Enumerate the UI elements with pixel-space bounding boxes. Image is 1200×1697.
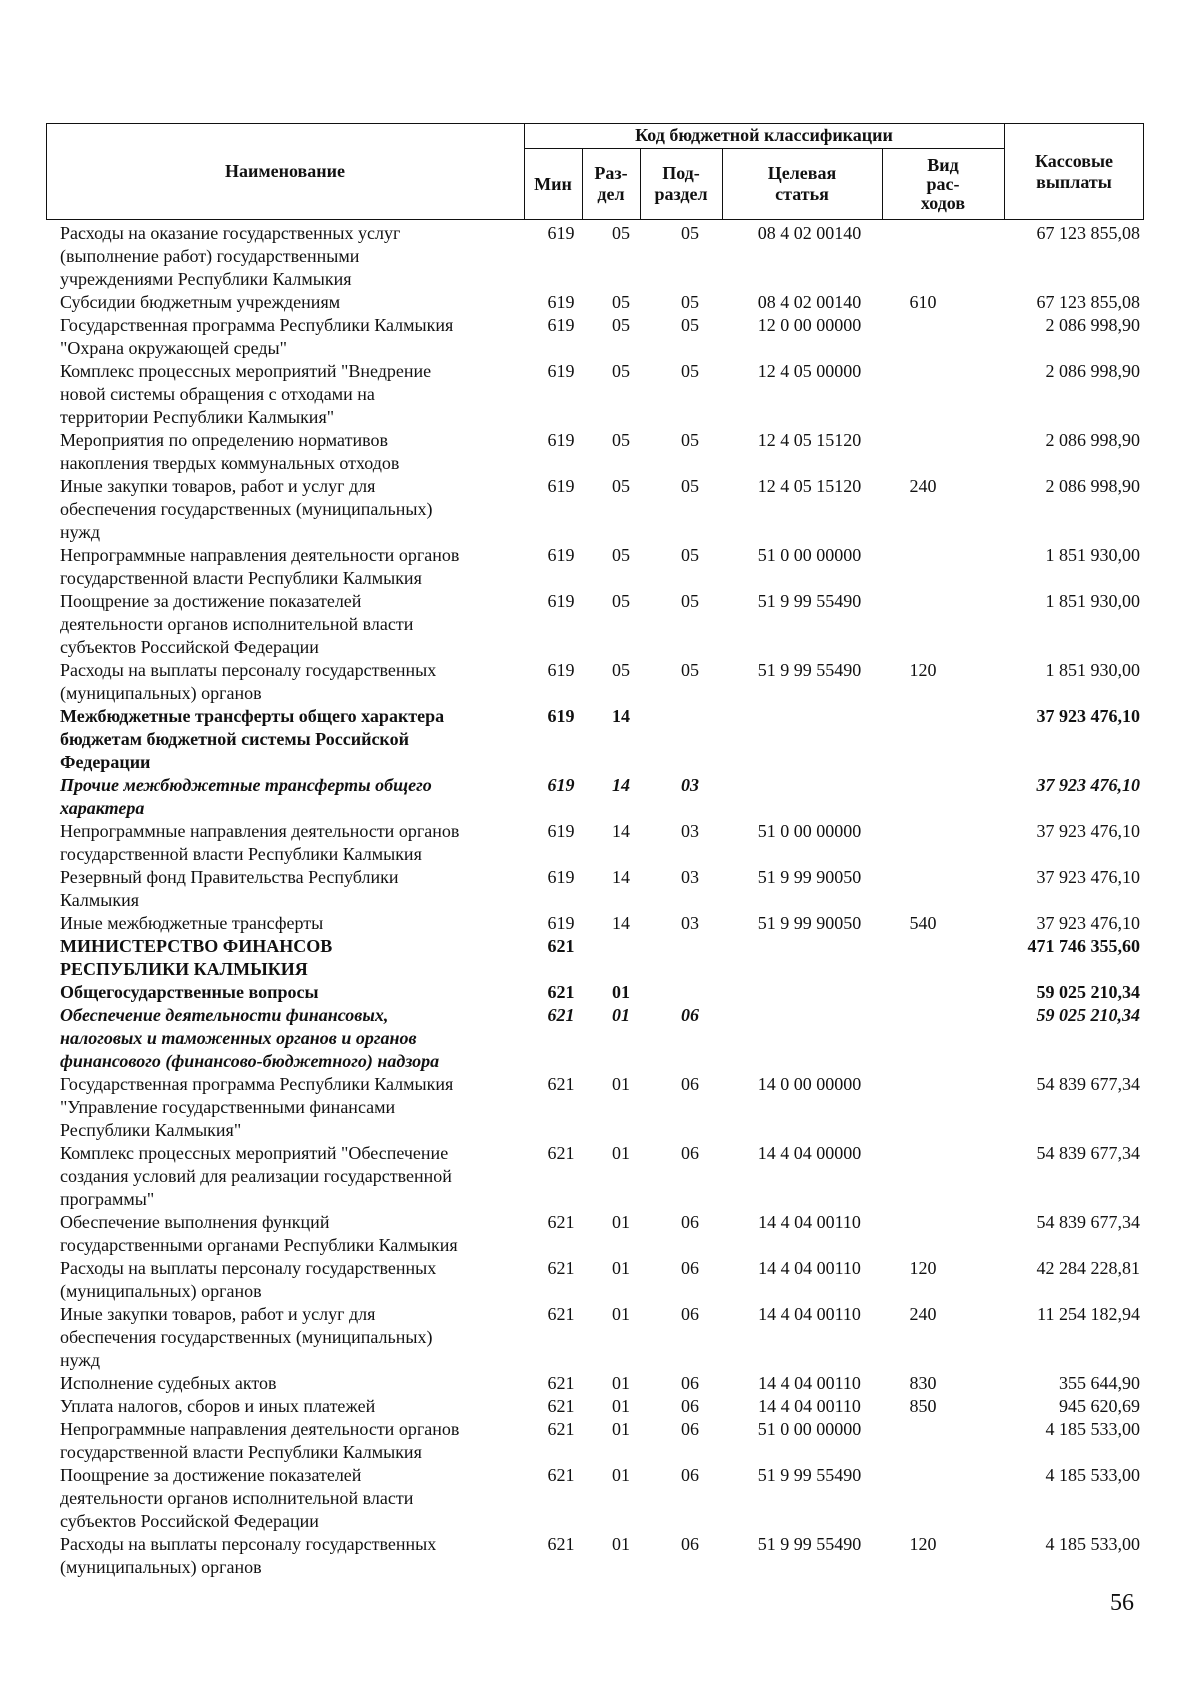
row-min: 619	[547, 867, 575, 887]
row-name: Расходы на выплаты персоналу государственных (муниципальных) органов	[60, 1258, 437, 1301]
row-name: Иные закупки товаров, работ и услуг для обеспечения государственных (муниципальных) нужд	[60, 1304, 433, 1370]
table-row	[0, 590, 1200, 659]
row-amount: 2 086 998,90	[1045, 315, 1140, 335]
row-razdel: 14	[612, 913, 630, 933]
row-podrazdel: 06	[681, 1465, 699, 1485]
row-amount: 1 851 930,00	[1045, 591, 1140, 611]
row-name: Непрограммные направления деятельности органов государственной власти Республики Калмыкия	[60, 821, 460, 864]
row-name: Иные межбюджетные трансферты	[60, 913, 324, 933]
header-min: Мин	[534, 173, 572, 194]
header-vid: Вид рас- ходов	[920, 154, 966, 213]
row-name: Непрограммные направления деятельности органов государственной власти Республики Калмыкия	[60, 545, 460, 588]
row-statya: 51 9 99 55490	[757, 591, 862, 611]
row-min: 621	[547, 1465, 575, 1485]
row-razdel: 01	[612, 1465, 630, 1485]
row-amount: 54 839 677,34	[1036, 1143, 1140, 1163]
row-amount: 2 086 998,90	[1045, 430, 1140, 450]
row-podrazdel: 05	[681, 292, 699, 312]
table-row	[0, 429, 1200, 475]
row-name: Непрограммные направления деятельности органов государственной власти Республики Калмыкия	[60, 1419, 460, 1462]
row-statya: 08 4 02 00140	[757, 223, 862, 243]
row-name: Исполнение судебных актов	[60, 1373, 277, 1393]
row-min: 621	[547, 1396, 575, 1416]
row-podrazdel: 03	[681, 775, 699, 795]
row-amount: 37 923 476,10	[1036, 706, 1140, 726]
row-amount: 67 123 855,08	[1036, 223, 1140, 243]
row-amount: 11 254 182,94	[1037, 1304, 1140, 1324]
row-min: 621	[547, 1212, 575, 1232]
row-vid: 240	[909, 1304, 937, 1324]
row-name: Прочие межбюджетные трансферты общего характера	[60, 775, 432, 818]
row-min: 621	[547, 1005, 575, 1025]
table-row	[0, 1303, 1200, 1372]
row-min: 619	[547, 821, 575, 841]
row-vid: 120	[909, 1258, 937, 1278]
row-min: 621	[547, 1373, 575, 1393]
table-row	[0, 222, 1200, 291]
row-razdel: 05	[612, 223, 630, 243]
row-name: Субсидии бюджетным учреждениям	[60, 292, 341, 312]
table-row	[0, 544, 1200, 590]
row-statya: 51 9 99 90050	[757, 913, 862, 933]
row-vid: 830	[909, 1373, 937, 1393]
row-razdel: 05	[612, 660, 630, 680]
row-min: 619	[547, 545, 575, 565]
row-statya: 51 0 00 00000	[757, 545, 862, 565]
row-razdel: 14	[612, 867, 630, 887]
row-statya: 14 4 04 00000	[757, 1143, 862, 1163]
row-amount: 2 086 998,90	[1045, 476, 1140, 496]
row-razdel: 01	[612, 1396, 630, 1416]
row-razdel: 01	[612, 1212, 630, 1232]
row-name: Расходы на выплаты персоналу государственных (муниципальных) органов	[60, 660, 437, 703]
page-number: 56	[1110, 1590, 1134, 1616]
row-podrazdel: 05	[681, 361, 699, 381]
row-podrazdel: 03	[681, 821, 699, 841]
row-name: Резервный фонд Правительства Республики Калмыкия	[60, 867, 399, 910]
row-razdel: 01	[612, 1534, 630, 1554]
row-amount: 1 851 930,00	[1045, 545, 1140, 565]
row-podrazdel: 05	[681, 660, 699, 680]
row-statya: 51 9 99 55490	[757, 660, 862, 680]
table-row	[0, 1073, 1200, 1142]
row-amount: 1 851 930,00	[1045, 660, 1140, 680]
row-name: Обеспечение выполнения функций государственными органами Республики Калмыкия	[60, 1212, 458, 1255]
row-razdel: 05	[612, 430, 630, 450]
row-razdel: 14	[612, 706, 630, 726]
row-min: 621	[547, 982, 575, 1002]
row-amount: 54 839 677,34	[1036, 1074, 1140, 1094]
row-vid: 240	[909, 476, 937, 496]
row-min: 619	[547, 361, 575, 381]
row-name: Общегосударственные вопросы	[60, 982, 319, 1002]
row-statya: 14 4 04 00110	[758, 1258, 861, 1278]
row-name: Обеспечение деятельности финансовых, налоговых и таможенных органов и органов финансового (финансово-бюджетного) надзора	[60, 1005, 440, 1071]
table-row	[0, 1533, 1200, 1579]
row-min: 621	[547, 936, 575, 956]
row-name: Межбюджетные трансферты общего характера бюджетам бюджетной системы Российской Федерации	[60, 706, 445, 772]
row-podrazdel: 06	[681, 1258, 699, 1278]
row-amount: 945 620,69	[1059, 1396, 1140, 1416]
row-min: 619	[547, 476, 575, 496]
row-amount: 4 185 533,00	[1045, 1419, 1140, 1439]
row-podrazdel: 05	[681, 315, 699, 335]
table-row	[0, 912, 1200, 935]
row-razdel: 01	[612, 1074, 630, 1094]
row-razdel: 14	[612, 775, 630, 795]
row-min: 621	[547, 1304, 575, 1324]
table-row	[0, 1395, 1200, 1418]
row-podrazdel: 06	[681, 1074, 699, 1094]
row-podrazdel: 06	[681, 1396, 699, 1416]
table-row	[0, 475, 1200, 544]
table-row	[0, 1211, 1200, 1257]
row-min: 621	[547, 1074, 575, 1094]
row-vid: 610	[909, 292, 937, 312]
row-statya: 14 4 04 00110	[758, 1373, 861, 1393]
row-podrazdel: 06	[681, 1005, 699, 1025]
row-razdel: 01	[612, 982, 630, 1002]
table-row	[0, 705, 1200, 774]
row-min: 619	[547, 292, 575, 312]
table-row	[0, 866, 1200, 912]
row-amount: 2 086 998,90	[1045, 361, 1140, 381]
table-row	[0, 1418, 1200, 1464]
row-razdel: 01	[612, 1304, 630, 1324]
row-razdel: 14	[612, 821, 630, 841]
row-statya: 51 0 00 00000	[757, 1419, 862, 1439]
row-amount: 67 123 855,08	[1036, 292, 1140, 312]
row-name: Поощрение за достижение показателей деятельности органов исполнительной власти субъектов Российской Федерации	[60, 1465, 414, 1531]
row-razdel: 01	[612, 1258, 630, 1278]
table-row	[0, 360, 1200, 429]
row-razdel: 01	[612, 1419, 630, 1439]
row-statya: 12 4 05 15120	[757, 476, 862, 496]
row-min: 619	[547, 430, 575, 450]
header-podrazdel: Под- раздел	[654, 163, 708, 204]
table-row	[0, 774, 1200, 820]
row-statya: 12 4 05 15120	[757, 430, 862, 450]
table-row	[0, 1004, 1200, 1073]
row-podrazdel: 05	[681, 591, 699, 611]
row-podrazdel: 06	[681, 1419, 699, 1439]
row-razdel: 05	[612, 545, 630, 565]
row-min: 621	[547, 1419, 575, 1439]
table-row	[0, 935, 1200, 981]
header-razdel: Раз- дел	[594, 163, 628, 204]
row-min: 619	[547, 706, 575, 726]
row-min: 619	[547, 913, 575, 933]
row-razdel: 05	[612, 591, 630, 611]
row-amount: 4 185 533,00	[1045, 1465, 1140, 1485]
header-name: Наименование	[225, 161, 345, 181]
table-row	[0, 981, 1200, 1004]
row-podrazdel: 05	[681, 430, 699, 450]
row-vid: 850	[909, 1396, 937, 1416]
row-amount: 37 923 476,10	[1036, 913, 1140, 933]
row-vid: 120	[909, 660, 937, 680]
table-row	[0, 291, 1200, 314]
row-statya: 14 4 04 00110	[758, 1304, 861, 1324]
row-name: Поощрение за достижение показателей деятельности органов исполнительной власти субъектов Российской Федерации	[60, 591, 414, 657]
row-podrazdel: 06	[681, 1534, 699, 1554]
row-statya: 12 4 05 00000	[757, 361, 862, 381]
row-name: Государственная программа Республики Калмыкия "Управление государственными финансами Республики Калмыкия"	[60, 1074, 454, 1140]
row-name: Мероприятия по определению нормативов накопления твердых коммунальных отходов	[60, 430, 400, 473]
row-amount: 59 025 210,34	[1036, 1005, 1140, 1025]
row-podrazdel: 06	[681, 1212, 699, 1232]
row-podrazdel: 06	[681, 1373, 699, 1393]
row-name: Расходы на оказание государственных услуг (выполнение работ) государственными учреждениями Республики Калмыкия	[60, 223, 401, 289]
row-statya: 51 0 00 00000	[757, 821, 862, 841]
table-row	[0, 1257, 1200, 1303]
row-name: Расходы на выплаты персоналу государственных (муниципальных) органов	[60, 1534, 437, 1577]
row-amount: 59 025 210,34	[1036, 982, 1140, 1002]
row-amount: 37 923 476,10	[1036, 775, 1140, 795]
row-vid: 540	[909, 913, 937, 933]
header-payments: Кассовые выплаты	[1034, 150, 1114, 192]
row-podrazdel: 05	[681, 223, 699, 243]
row-amount: 355 644,90	[1059, 1373, 1140, 1393]
row-razdel: 01	[612, 1143, 630, 1163]
row-podrazdel: 03	[681, 913, 699, 933]
row-amount: 54 839 677,34	[1036, 1212, 1140, 1232]
row-razdel: 01	[612, 1373, 630, 1393]
row-name: Комплекс процессных мероприятий "Внедрение новой системы обращения с отходами на территории Республики Калмыкия"	[60, 361, 432, 427]
row-min: 619	[547, 223, 575, 243]
row-min: 619	[547, 660, 575, 680]
table-row	[0, 1372, 1200, 1395]
row-min: 619	[547, 591, 575, 611]
row-min: 621	[547, 1258, 575, 1278]
row-razdel: 05	[612, 292, 630, 312]
row-name: Комплекс процессных мероприятий "Обеспечение создания условий для реализации государственной программы"	[60, 1143, 452, 1209]
row-amount: 37 923 476,10	[1036, 821, 1140, 841]
row-name: Государственная программа Республики Калмыкия "Охрана окружающей среды"	[60, 315, 454, 358]
row-vid: 120	[909, 1534, 937, 1554]
row-razdel: 05	[612, 361, 630, 381]
row-amount: 42 284 228,81	[1036, 1258, 1140, 1278]
table-row	[0, 820, 1200, 866]
row-podrazdel: 06	[681, 1304, 699, 1324]
row-min: 619	[547, 775, 575, 795]
row-razdel: 01	[612, 1005, 630, 1025]
row-name: Иные закупки товаров, работ и услуг для обеспечения государственных (муниципальных) нужд	[60, 476, 433, 542]
row-razdel: 05	[612, 476, 630, 496]
row-name: МИНИСТЕРСТВО ФИНАНСОВ РЕСПУБЛИКИ КАЛМЫКИЯ	[60, 936, 333, 979]
row-min: 621	[547, 1534, 575, 1554]
table-row	[0, 314, 1200, 360]
row-min: 621	[547, 1143, 575, 1163]
row-statya: 51 9 99 90050	[757, 867, 862, 887]
table-row	[0, 1464, 1200, 1533]
row-statya: 14 0 00 00000	[757, 1074, 862, 1094]
header-code-group: Код бюджетной классификации	[635, 125, 893, 145]
table-row	[0, 1142, 1200, 1211]
row-amount: 4 185 533,00	[1045, 1534, 1140, 1554]
row-razdel: 05	[612, 315, 630, 335]
row-statya: 14 4 04 00110	[758, 1396, 861, 1416]
row-statya: 14 4 04 00110	[758, 1212, 861, 1232]
row-name: Уплата налогов, сборов и иных платежей	[60, 1396, 376, 1416]
row-statya: 08 4 02 00140	[757, 292, 862, 312]
row-statya: 12 0 00 00000	[757, 315, 862, 335]
row-podrazdel: 05	[681, 476, 699, 496]
row-statya: 51 9 99 55490	[757, 1465, 862, 1485]
row-amount: 37 923 476,10	[1036, 867, 1140, 887]
row-podrazdel: 03	[681, 867, 699, 887]
row-statya: 51 9 99 55490	[757, 1534, 862, 1554]
row-podrazdel: 05	[681, 545, 699, 565]
table-row	[0, 659, 1200, 705]
header-statya: Целевая статья	[767, 163, 837, 204]
row-amount: 471 746 355,60	[1027, 936, 1140, 956]
row-min: 619	[547, 315, 575, 335]
row-podrazdel: 06	[681, 1143, 699, 1163]
